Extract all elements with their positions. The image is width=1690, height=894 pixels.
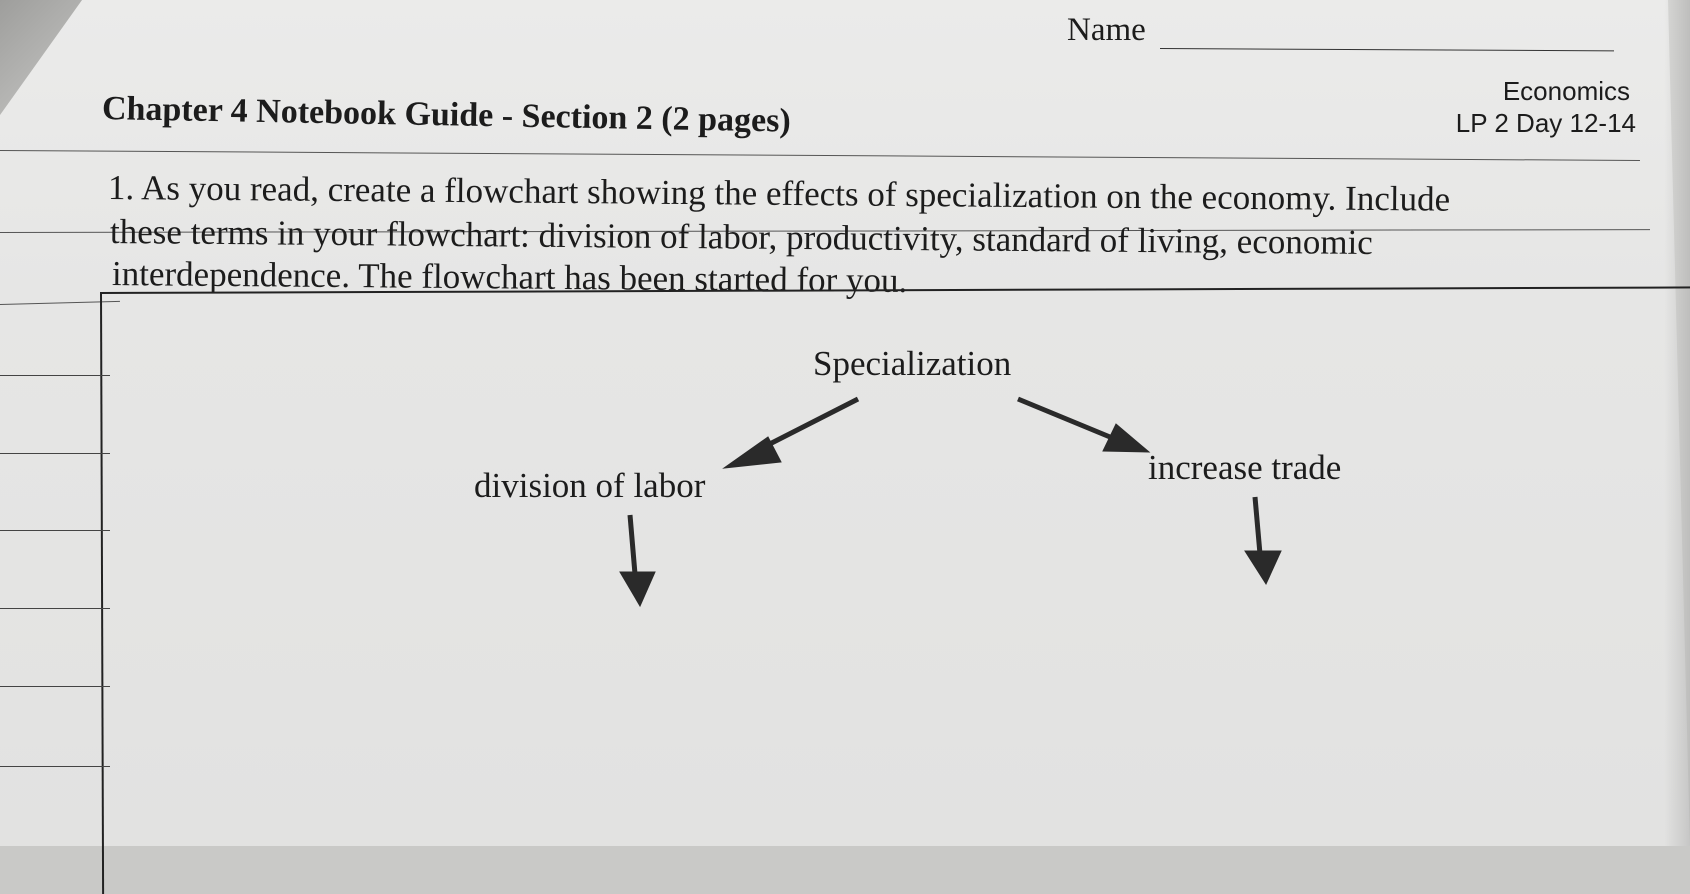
arrow-down-division-of-labor [620,515,655,606]
flowchart-node-division-of-labor: division of labor [474,466,706,505]
flowchart-node-increase-trade: increase trade [1148,448,1342,487]
name-label: Name [1067,12,1146,48]
arrow-to-increase-trade [1018,399,1149,452]
question-line-2: these terms in your flowchart: division of labor, productivity, standard of living, economic [109,212,1373,263]
question-line-3: interdependence. The flowchart has been started for you. [111,254,908,300]
question-line-1: 1. As you read, create a flowchart showing the effects of specialization on the economy. Include [107,168,1451,219]
arrow-down-increase-trade [1245,497,1281,584]
lesson-label: LP 2 Day 12-14 [1455,108,1636,138]
flowchart-node-specialization: Specialization [813,344,1012,383]
page-title: Chapter 4 Notebook Guide - Section 2 (2 pages) [101,90,792,140]
arrow-to-division-of-labor [724,399,858,468]
subject-label: Economics [1502,76,1630,106]
